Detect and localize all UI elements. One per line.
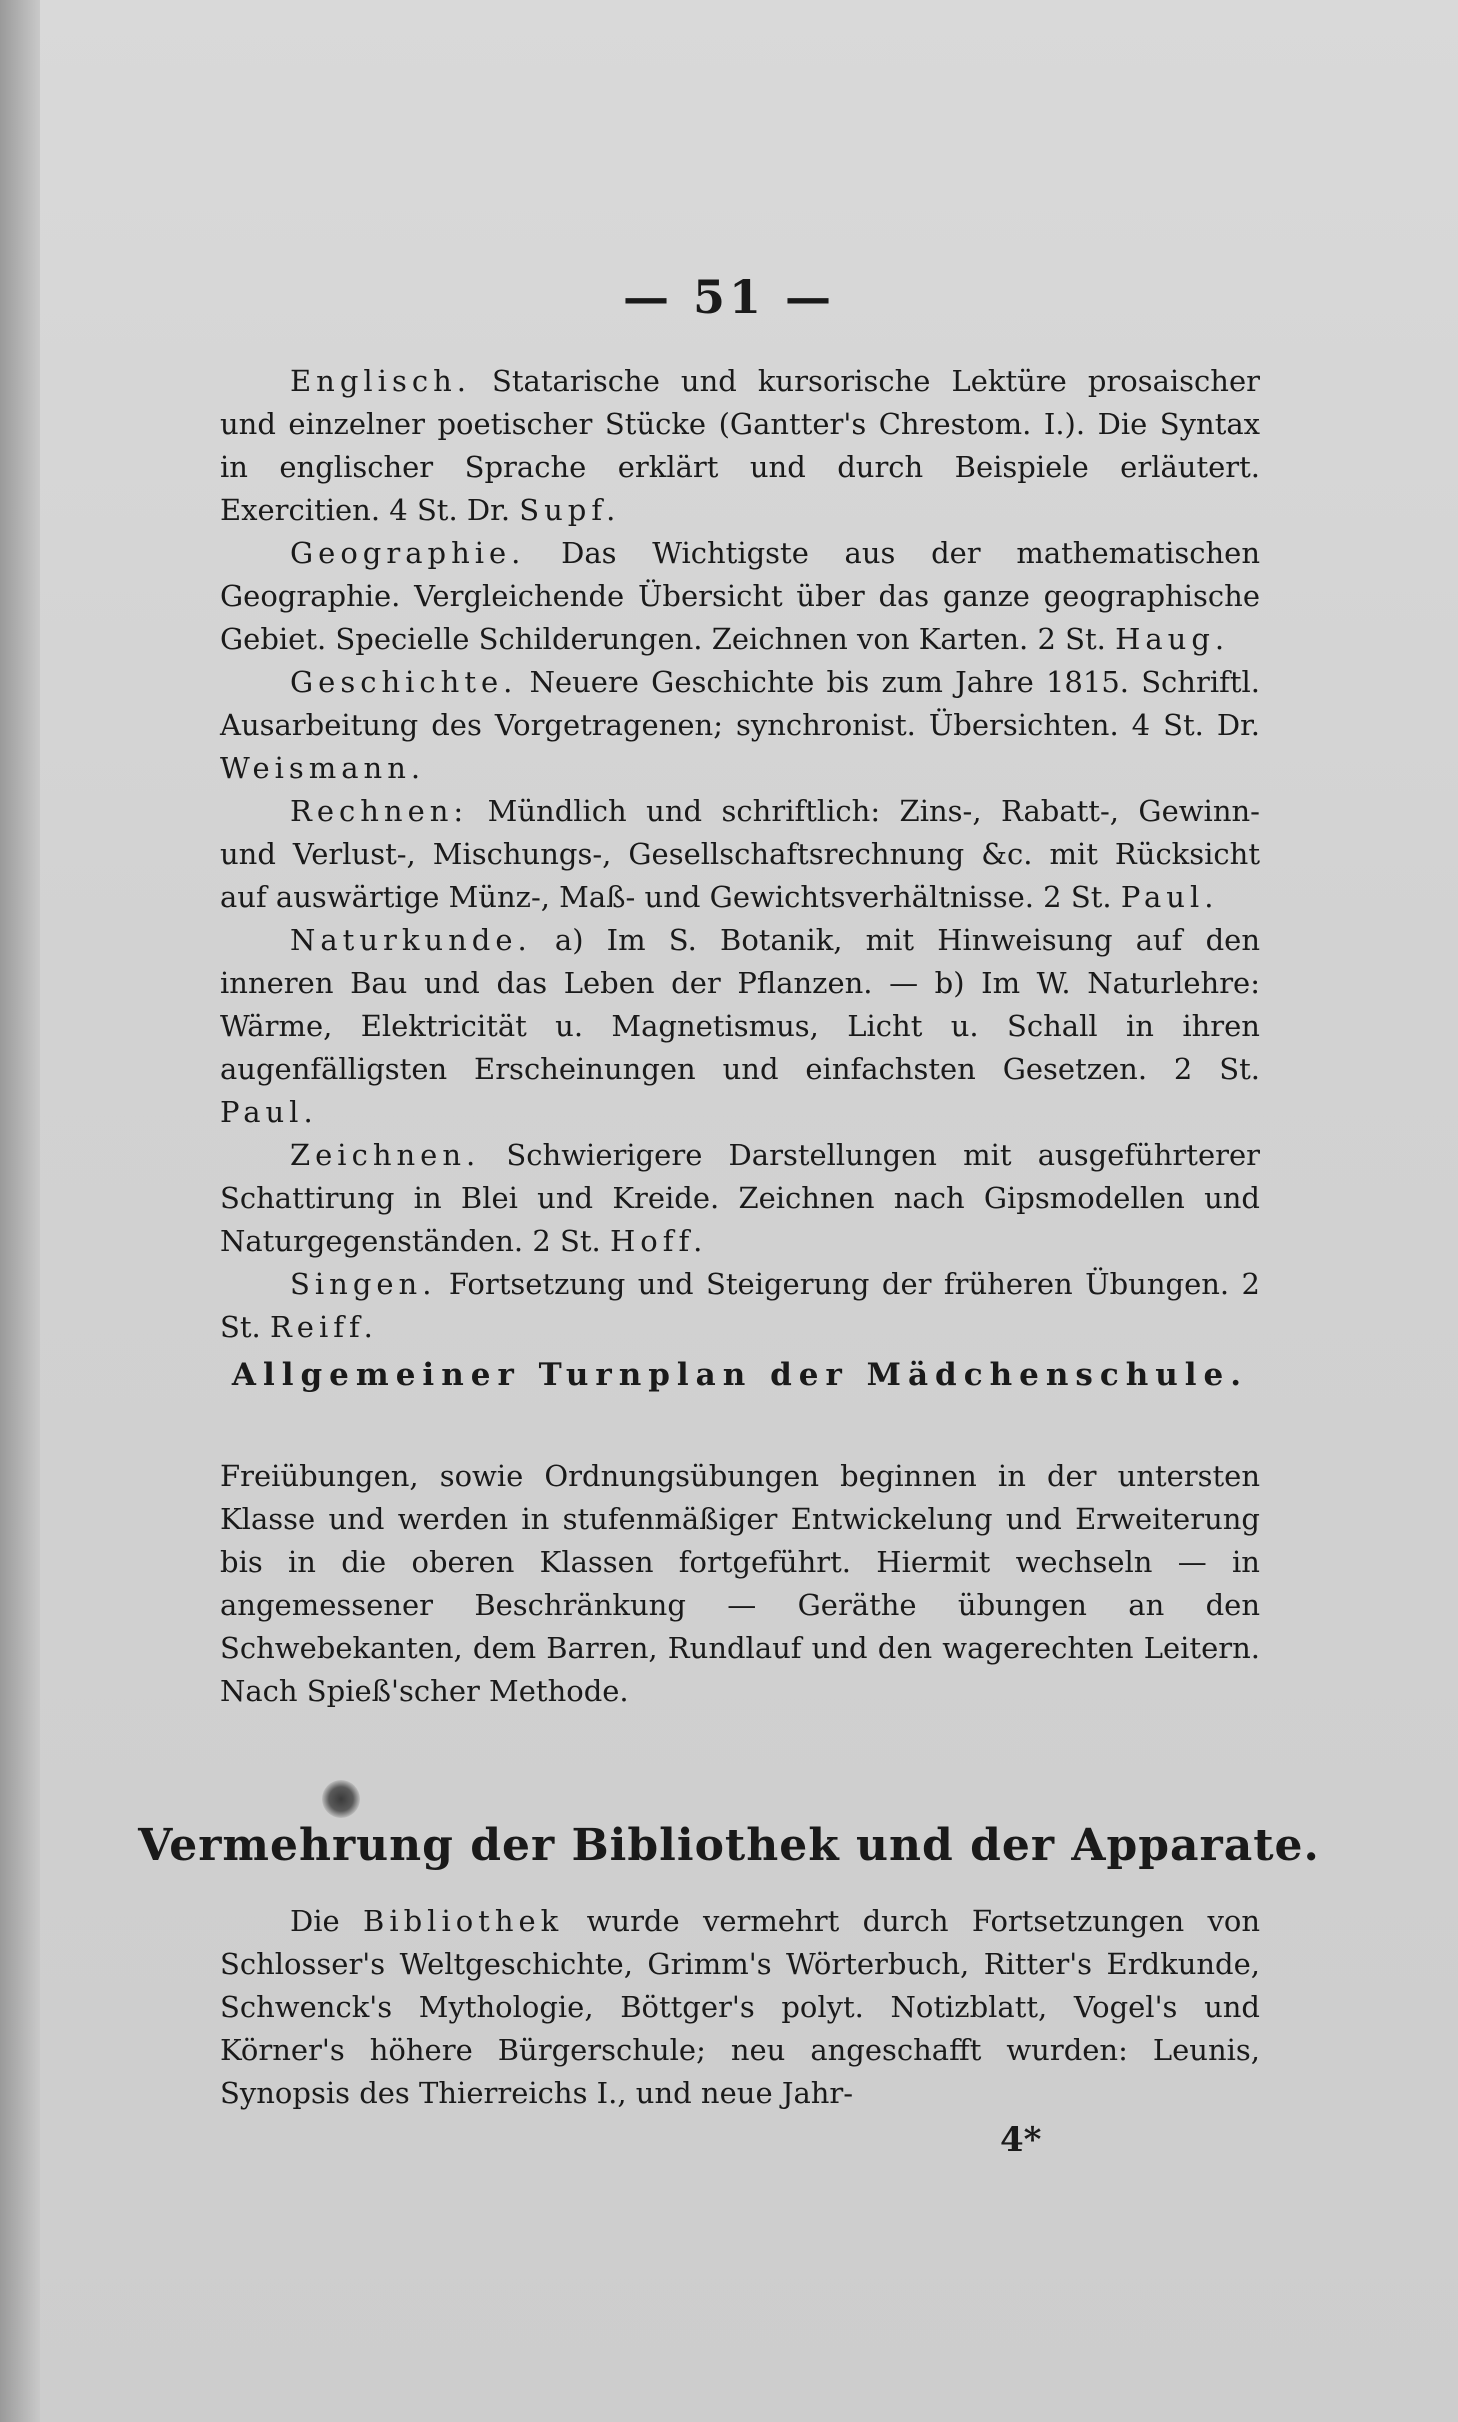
- turnplan-heading: Allgemeiner Turnplan der Mädchenschule.: [231, 1357, 1249, 1393]
- bibliothek-paragraph: [220, 1900, 1260, 2115]
- paragraph-zeichnen: [220, 1134, 1260, 1263]
- bibliothek-heading: Vermehrung der Bibliothek und der Apparate.: [138, 1820, 1320, 1871]
- book-spine-shadow: [0, 0, 40, 2422]
- subject-label: Naturkunde.: [290, 923, 532, 957]
- curriculum-section: [220, 360, 1260, 1349]
- teacher-name: Supf.: [519, 493, 621, 527]
- ink-spot: [322, 1780, 360, 1818]
- turnplan-section: [220, 1455, 1260, 1713]
- paragraph-naturkunde: [220, 919, 1260, 1134]
- paragraph-text: Schwierigere Darstellungen mit ausgeführterer Schattirung in Blei und Kreide. Zeichnen nach Gipsmodellen und Naturgegenständen. 2 St.: [220, 1138, 1260, 1258]
- subject-label: Geschichte.: [290, 665, 518, 699]
- paragraph-singen: [220, 1263, 1260, 1349]
- teacher-name: Weismann.: [220, 751, 426, 785]
- turnplan-text: Freiübungen, sowie Ordnungsübungen beginnen in der untersten Klasse und werden in stufenmäßiger Entwickelung und Erweiterung bis in die oberen Klassen fortgeführt. Hiermit wechseln — in angemessener Beschränkung — Geräthe übungen an den Schwebekanten, dem Barren, Rundlauf und den wagerechten Leitern. Nach Spieß'scher Methode.: [220, 1459, 1260, 1708]
- teacher-name: Hoff.: [609, 1224, 708, 1258]
- paragraph-text: Das Wichtigste aus der mathematischen Geographie. Vergleichende Übersicht über das ganze geographische Gebiet. Specielle Schilderungen. Zeichnen von Karten. 2 St.: [220, 536, 1260, 656]
- paragraph-text: Neuere Geschichte bis zum Jahre 1815. Schriftl. Ausarbeitung des Vorgetragenen; synchronist. Übersichten. 4 St. Dr.: [220, 665, 1260, 742]
- teacher-name: Paul.: [220, 1095, 318, 1129]
- paragraph-text: Statarische und kursorische Lektüre prosaischer und einzelner poetischer Stücke (Gantter's Chrestom. I.). Die Syntax in englischer Sprache erklärt und durch Beispiele erläutert. Exercitien. 4 St. Dr.: [220, 364, 1260, 527]
- paragraph-text: a) Im S. Botanik, mit Hinweisung auf den inneren Bau und das Leben der Pflanzen. — b) Im W. Naturlehre: Wärme, Elektricität u. Magnetismus, Licht u. Schall in ihren augenfälligsten Erscheinungen und einfachsten Gesetzen. 2 St.: [220, 923, 1260, 1086]
- page-number: — 51 —: [622, 270, 836, 324]
- teacher-name: Paul.: [1120, 880, 1219, 914]
- paragraph-text: Fortsetzung und Steigerung der früheren Übungen. 2 St.: [220, 1267, 1260, 1344]
- bibliothek-section: [220, 1900, 1260, 2115]
- paragraph-englisch: [220, 360, 1260, 532]
- bibliothek-label: Bibliothek: [363, 1904, 564, 1938]
- paragraph-text: Mündlich und schriftlich: Zins-, Rabatt-, Gewinn- und Verlust-, Mischungs-, Gesellschaftsrechnung &c. mit Rücksicht auf auswärtige Münz-, Maß- und Gewichtsverhältnisse. 2 St.: [220, 794, 1260, 914]
- teacher-name: Haug.: [1115, 622, 1230, 656]
- teacher-name: Reiff.: [269, 1310, 378, 1344]
- paragraph-geographie: [220, 532, 1260, 661]
- subject-label: Geographie.: [290, 536, 526, 570]
- subject-label: Zeichnen.: [290, 1138, 481, 1172]
- signature-mark: 4*: [1000, 2120, 1042, 2160]
- subject-label: Rechnen:: [290, 794, 469, 828]
- subject-label: Singen.: [290, 1267, 437, 1301]
- paragraph-text: wurde vermehrt durch Fortsetzungen von Schlosser's Weltgeschichte, Grimm's Wörterbuch, Ritter's Erdkunde, Schwenck's Mythologie, Böttger's polyt. Notizblatt, Vogel's und Körner's höhere Bürgerschule; neu angeschafft wurden: Leunis, Synopsis des Thierreichs I., und neue Jahr-: [220, 1904, 1261, 2110]
- subject-label: Englisch.: [290, 364, 471, 398]
- paragraph-geschichte: [220, 661, 1260, 790]
- paragraph-text: Die: [290, 1904, 364, 1938]
- paragraph-rechnen: [220, 790, 1260, 919]
